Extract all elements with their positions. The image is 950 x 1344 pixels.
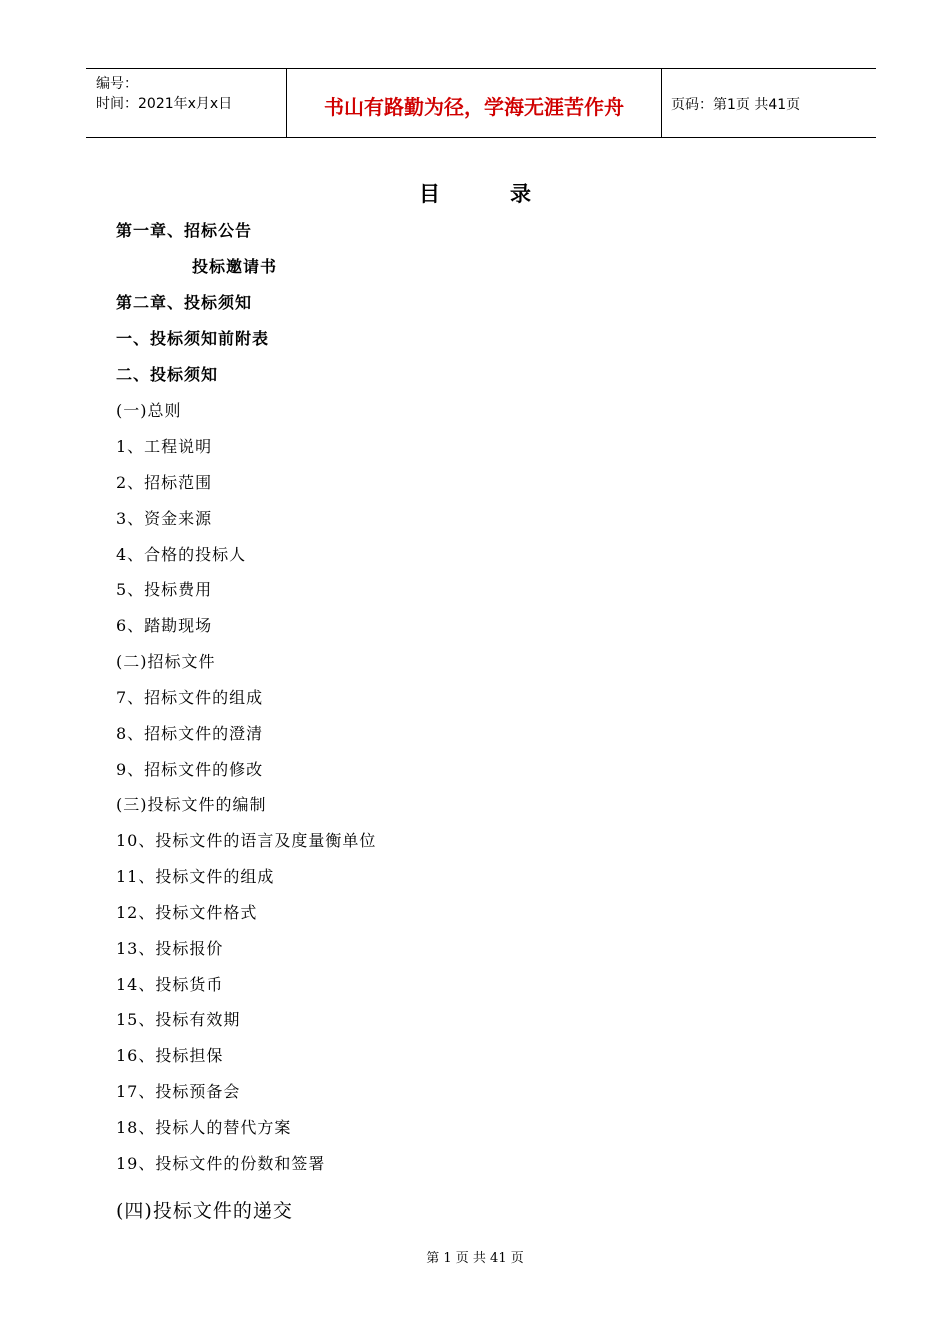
toc-entry: (一)总则 <box>116 401 182 420</box>
toc-entry: 3、资金来源 <box>116 509 213 528</box>
toc-entry: 9、招标文件的修改 <box>116 760 264 779</box>
toc-entry: (三)投标文件的编制 <box>116 795 267 814</box>
toc-entry: 15、投标有效期 <box>116 1010 241 1029</box>
toc-entry: 10、投标文件的语言及度量衡单位 <box>116 831 377 850</box>
toc-entry: 投标邀请书 <box>192 257 278 276</box>
toc-entry: 13、投标报价 <box>116 939 224 958</box>
header-motto: 书山有路勤为径，学海无涯苦作舟 <box>324 95 624 119</box>
toc-entry: 1、工程说明 <box>116 437 213 456</box>
header-center-cell <box>286 69 662 137</box>
header-right-cell <box>661 69 876 137</box>
toc-entry: 18、投标人的替代方案 <box>116 1118 292 1137</box>
toc-entry: 4、合格的投标人 <box>116 545 247 564</box>
header-left-cell <box>86 69 286 137</box>
toc-entry: 二、投标须知 <box>116 365 219 384</box>
toc-entry: 一、投标须知前附表 <box>116 329 270 348</box>
toc-entry: 19、投标文件的份数和签署 <box>116 1154 326 1173</box>
toc-entry: 6、踏勘现场 <box>116 616 213 635</box>
toc-entry: 12、投标文件格式 <box>116 903 258 922</box>
toc-entry: 8、招标文件的澄清 <box>116 724 264 743</box>
toc-entry: (二)招标文件 <box>116 652 216 671</box>
toc-entry: 第一章、招标公告 <box>116 221 253 240</box>
toc-entry: 17、投标预备会 <box>116 1082 241 1101</box>
page-header <box>86 68 876 138</box>
toc-entry: 2、招标范围 <box>116 473 213 492</box>
toc-entry: 5、投标费用 <box>116 580 213 599</box>
toc-entry: 11、投标文件的组成 <box>116 867 275 886</box>
toc-entry: 14、投标货币 <box>116 975 224 994</box>
toc-entry: (四)投标文件的递交 <box>116 1200 293 1222</box>
toc-entry: 16、投标担保 <box>116 1046 224 1065</box>
document-time-label: 时间：2021年x月x日 <box>96 96 233 112</box>
page-footer: 第 1 页 共 41 页 <box>426 1251 524 1266</box>
toc-entry: 7、招标文件的组成 <box>116 688 264 707</box>
document-number-label: 编号： <box>96 76 138 92</box>
toc-title: 目录 <box>419 181 601 206</box>
header-page-info: 页码：第1页 共41页 <box>671 97 801 113</box>
toc-entry: 第二章、投标须知 <box>116 293 253 312</box>
